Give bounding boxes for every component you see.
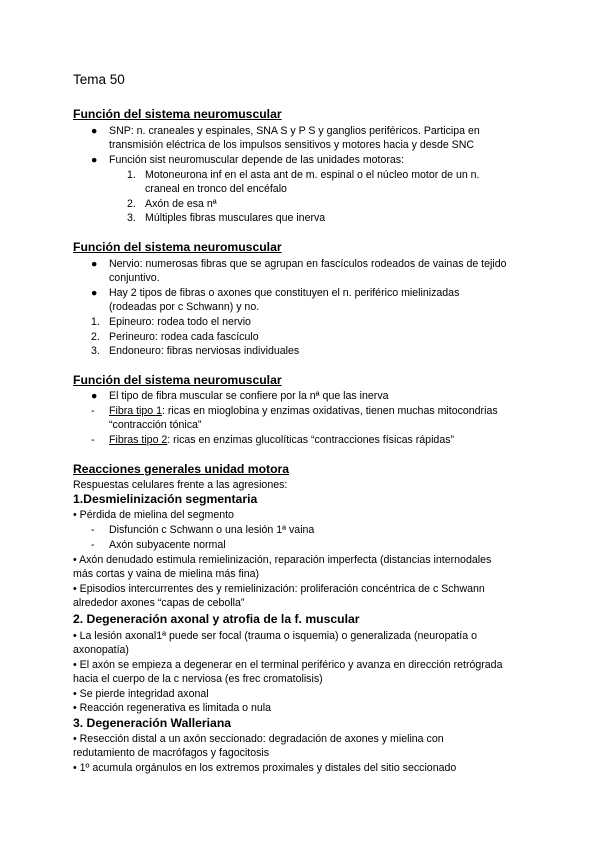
number-marker-2: 2. bbox=[127, 198, 136, 210]
doc-title: Tema 50 bbox=[73, 72, 125, 87]
s2-bullet-1-line-2: conjuntivo. bbox=[109, 272, 160, 284]
s4-q1-line-1: • La lesión axonal1ª puede ser focal (trauma o isquemia) o generalizada (neuropatía o bbox=[73, 630, 477, 642]
section-heading-3: Función del sistema neuromuscular bbox=[73, 373, 282, 387]
s1-item-1-line-1: Motoneurona inf en el asta ant de m. espinal o el núcleo motor de un n. bbox=[145, 169, 480, 181]
s4-q3: • Se pierde integridad axonal bbox=[73, 688, 209, 700]
fibra-tipo-1-text: : ricas en mioglobina y enzimas oxidativas, tienen muchas mitocondrias bbox=[162, 405, 498, 417]
s2-bullet-2-line-2: (rodeadas por c Schwann) y no. bbox=[109, 301, 260, 313]
bullet-marker: ● bbox=[91, 287, 98, 299]
number-marker-3: 3. bbox=[127, 212, 136, 224]
s2-bullet-2-line-1: Hay 2 tipos de fibras o axones que constituyen el n. periférico mielinizadas bbox=[109, 287, 460, 299]
s1-item-3: Múltiples fibras musculares que inerva bbox=[145, 212, 326, 224]
s1-bullet-1-line-2: transmisión eléctrica de los impulsos sensitivos y motores hacia y desde SNC bbox=[109, 139, 475, 151]
s4-dash-1: Disfunción c Schwann o una lesión 1ª vaina bbox=[109, 524, 315, 536]
s4-q2-line-2: hacia el cuerpo de la c nerviosa (es frec cromatolisis) bbox=[73, 673, 323, 685]
dash-marker: - bbox=[91, 539, 95, 551]
s4-q1-line-2: axonopatía) bbox=[73, 644, 129, 656]
s4-intro: Respuestas celulares frente a las agresiones: bbox=[73, 479, 288, 491]
s1-bullet-2: Función sist neuromuscular depende de las unidades motoras: bbox=[109, 154, 405, 166]
s4-point-3-line-2: alrededor axones “capas de cebolla” bbox=[73, 597, 245, 609]
s4-point-3-line-1: • Episodios intercurrentes des y remielinización: proliferación concéntrica de c Schwann bbox=[73, 583, 485, 595]
subheading-degeneracion-axonal: 2. Degeneración axonal y atrofia de la f. muscular bbox=[73, 612, 360, 626]
s2-bullet-1-line-1: Nervio: numerosas fibras que se agrupan en fascículos rodeados de vainas de tejido bbox=[109, 258, 507, 270]
s3-dash-1-line-2: “contracción tónica” bbox=[109, 419, 202, 431]
number-marker-3: 3. bbox=[91, 345, 100, 357]
subheading-walleriana: 3. Degeneración Walleriana bbox=[73, 716, 232, 730]
s2-item-1: Epineuro: rodea todo el nervio bbox=[109, 316, 251, 328]
section-heading-1: Función del sistema neuromuscular bbox=[73, 107, 282, 121]
section-heading-2: Función del sistema neuromuscular bbox=[73, 240, 282, 254]
number-marker-2: 2. bbox=[91, 331, 100, 343]
s4-r2: • 1º acumula orgánulos en los extremos proximales y distales del sitio seccionado bbox=[73, 762, 457, 774]
s3-dash-2 bbox=[109, 433, 454, 447]
dash-marker: - bbox=[91, 434, 95, 446]
dash-marker: - bbox=[91, 524, 95, 536]
s4-q2-line-1: • El axón se empieza a degenerar en el terminal periférico y avanza en dirección retrógrada bbox=[73, 659, 503, 671]
s1-bullet-1-line-1: SNP: n. craneales y espinales, SNA S y P S y ganglios periféricos. Participa en bbox=[109, 125, 480, 137]
s3-bullet-1: El tipo de fibra muscular se confiere por la nª que las inerva bbox=[109, 390, 389, 402]
subheading-desmielinizacion: 1.Desmielinización segmentaria bbox=[73, 492, 258, 506]
s2-item-2: Perineuro: rodea cada fascículo bbox=[109, 331, 259, 343]
fibras-tipo-2-label: Fibras tipo 2 bbox=[109, 434, 168, 446]
s3-dash-1-line-1 bbox=[109, 404, 498, 418]
s4-dash-2: Axón subyacente normal bbox=[109, 539, 226, 551]
bullet-marker: ● bbox=[91, 258, 98, 270]
s4-r1-line-1: • Resección distal a un axón seccionado: degradación de axones y mielina con bbox=[73, 733, 444, 745]
bullet-marker: ● bbox=[91, 154, 98, 166]
bullet-marker: ● bbox=[91, 390, 98, 402]
number-marker-1: 1. bbox=[127, 169, 136, 181]
s2-item-3: Endoneuro: fibras nerviosas individuales bbox=[109, 345, 300, 357]
s4-r1-line-2: redutamiento de macrófagos y fagocitosis bbox=[73, 747, 270, 759]
number-marker-1: 1. bbox=[91, 316, 100, 328]
s4-point-2-line-1: • Axón denudado estimula remielinización, reparación imperfecta (distancias internodales bbox=[73, 554, 492, 566]
dash-marker: - bbox=[91, 405, 95, 417]
bullet-marker: ● bbox=[91, 125, 98, 137]
s4-point-1: • Pérdida de mielina del segmento bbox=[73, 509, 234, 521]
fibra-tipo-1-label: Fibra tipo 1 bbox=[109, 405, 162, 417]
s1-item-1-line-2: craneal en tronco del encéfalo bbox=[145, 183, 287, 195]
s4-q4: • Reacción regenerativa es limitada o nula bbox=[73, 702, 272, 714]
section-heading-4: Reacciones generales unidad motora bbox=[73, 462, 290, 476]
s1-item-2: Axón de esa nª bbox=[145, 198, 217, 210]
s4-point-2-line-2: más cortas y vaina de mielina más fina) bbox=[73, 568, 260, 580]
fibras-tipo-2-text: : ricas en enzimas glucolíticas “contracciones físicas rápidas” bbox=[167, 434, 455, 446]
